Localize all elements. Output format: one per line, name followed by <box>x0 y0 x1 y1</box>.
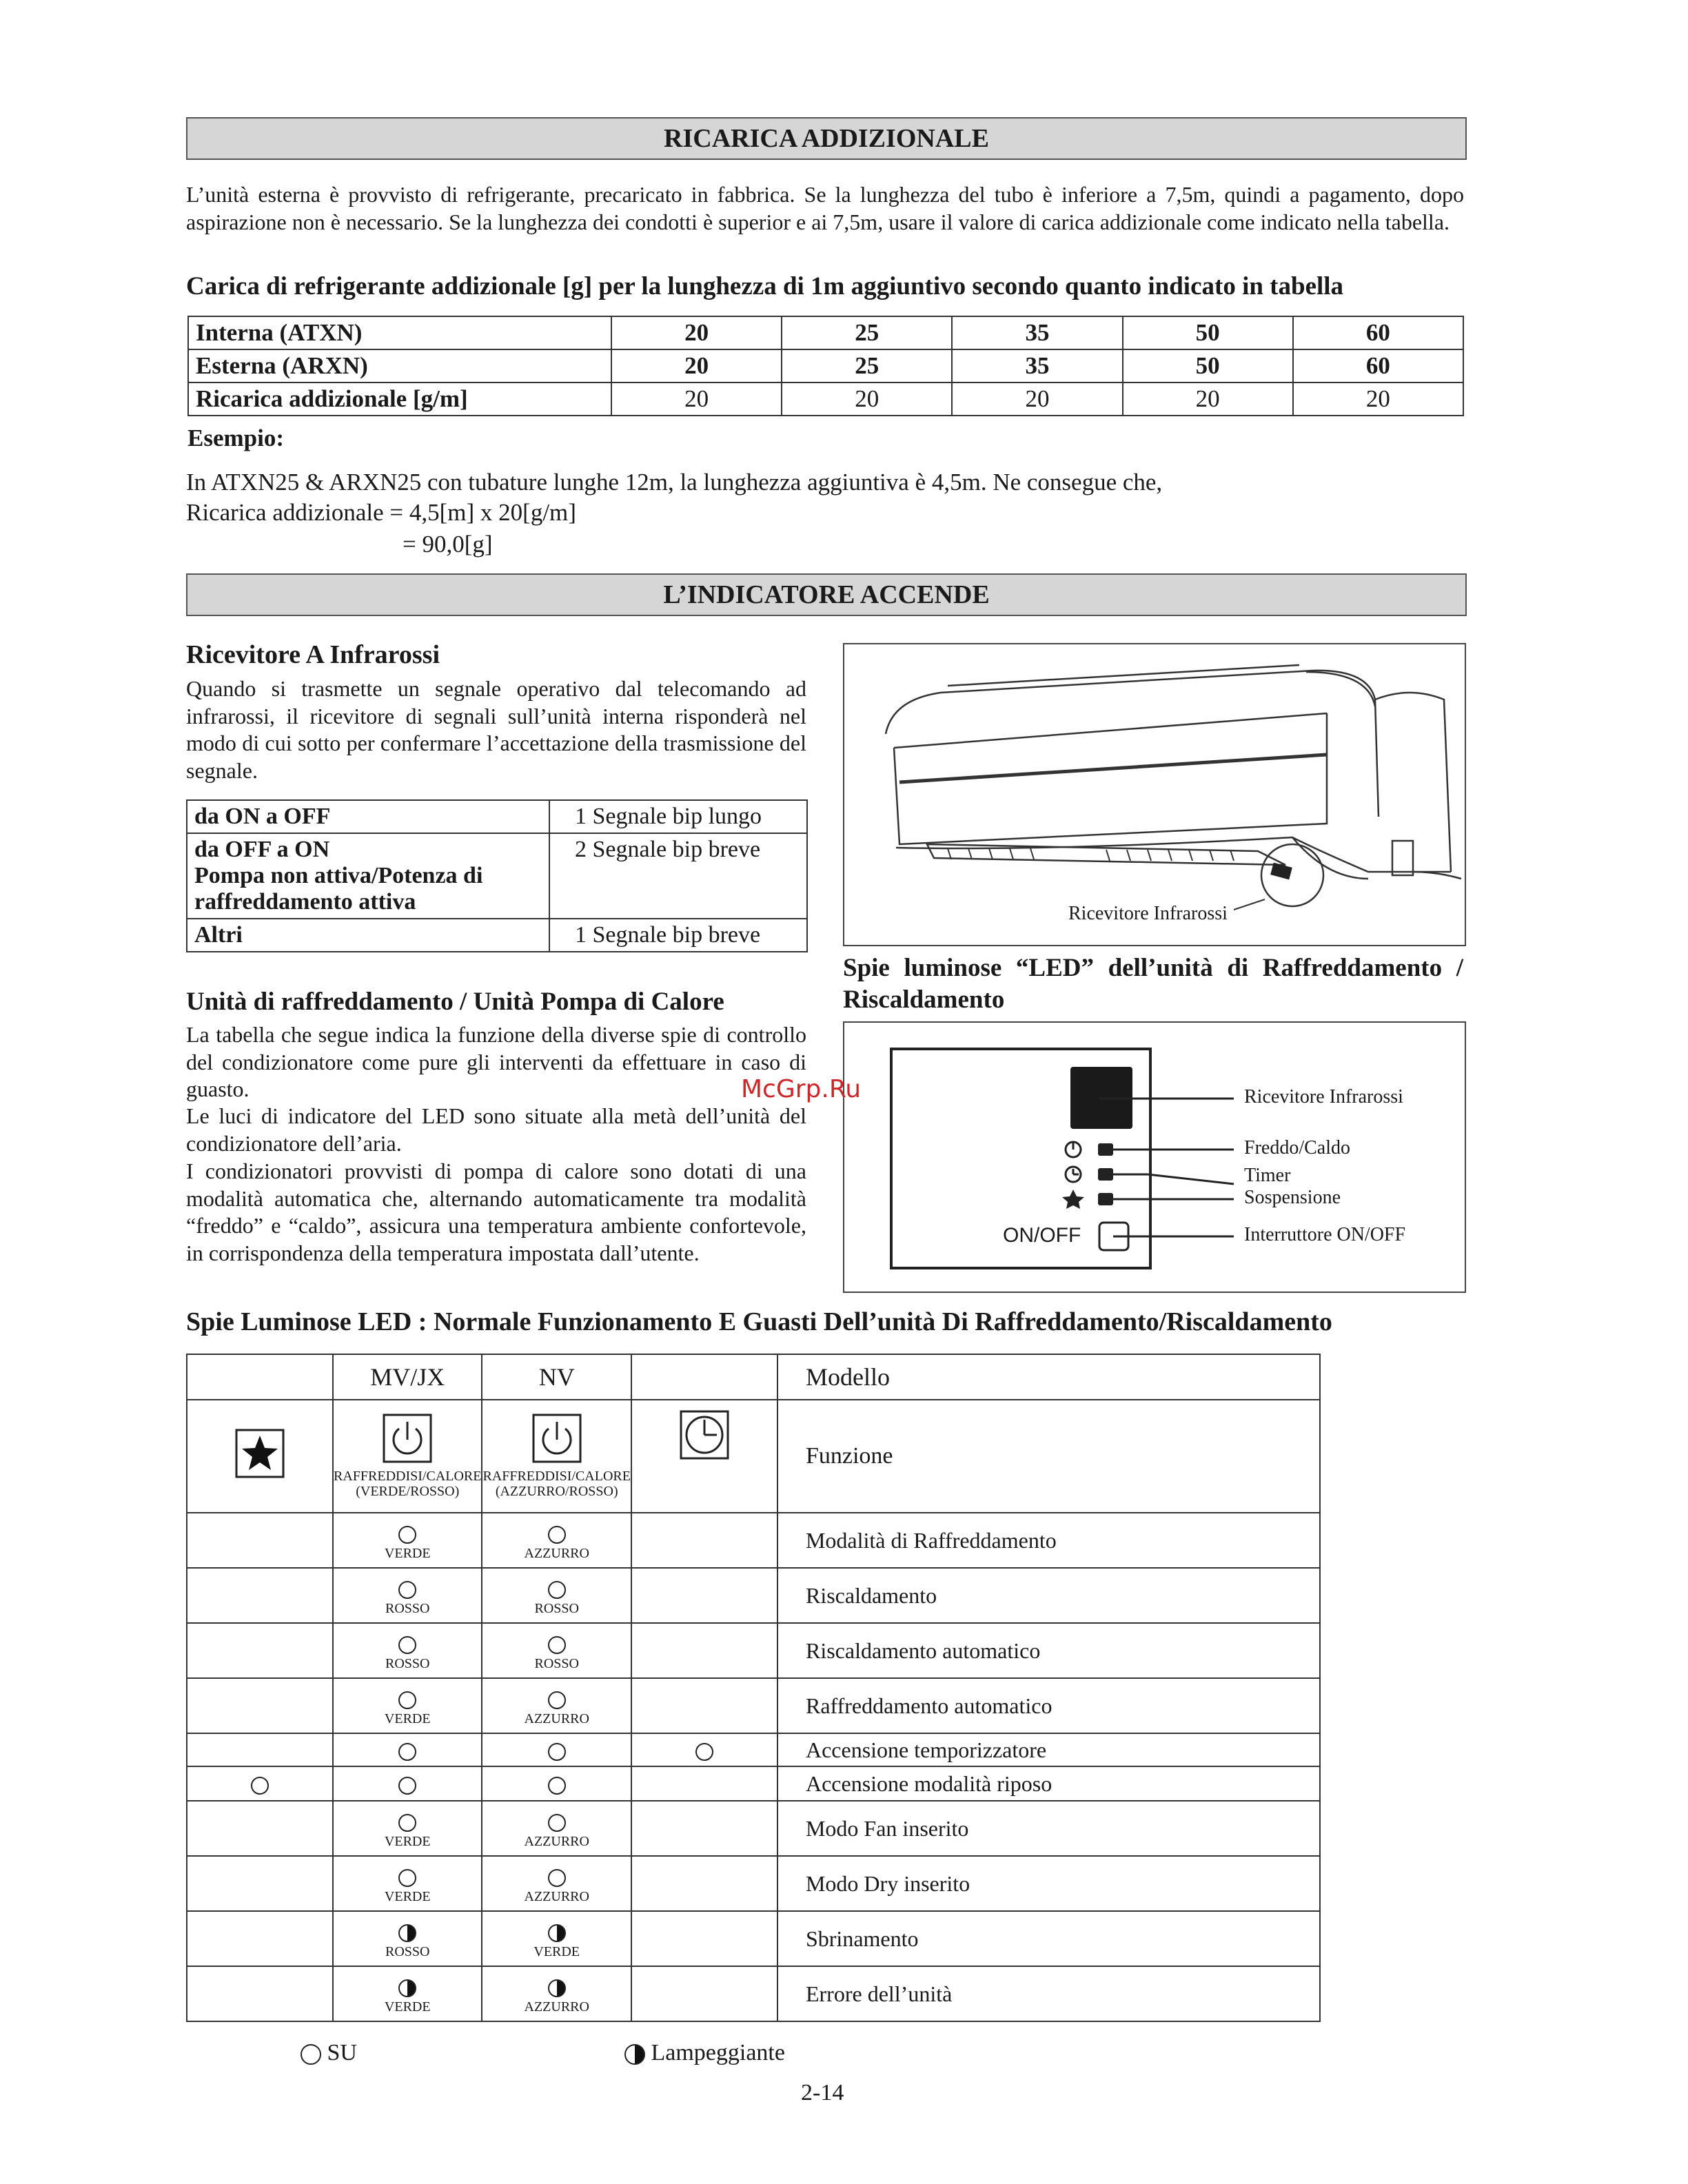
indoor-unit-figure <box>843 643 1466 946</box>
panel-label-freddo: Freddo/Caldo <box>1244 1137 1350 1159</box>
table-row: VERDE AZZURRO Modo Fan inserito <box>187 1801 1320 1856</box>
led-on-icon <box>398 1777 416 1795</box>
unit-paragraph-1: La tabella che segue indica la funzione della diverse spie di controllo del condizionatore come pure gli interventi da effettuare in caso di guasto. <box>186 1022 806 1101</box>
led-blinking-icon <box>398 1924 416 1942</box>
led-on-icon <box>548 1581 566 1599</box>
header-mv: MV/JX <box>333 1354 482 1400</box>
table-header-row <box>187 1354 1320 1400</box>
panel-label-receiver: Ricevitore Infrarossi <box>1244 1086 1403 1108</box>
table-row: ROSSO ROSSO Riscaldamento <box>187 1568 1320 1623</box>
led-panel-figure <box>843 1021 1466 1293</box>
table-row: da OFF a ON Pompa non attiva/Potenza di raffreddamento attiva 2 Segnale bip breve <box>187 833 807 919</box>
led-on-icon <box>251 1777 269 1795</box>
led-on-icon <box>548 1814 566 1832</box>
ir-title: Ricevitore A Infrarossi <box>186 640 440 669</box>
page-number: 2-14 <box>801 2080 844 2105</box>
table-row: VERDE AZZURRO Modalità di Raffreddamento <box>187 1513 1320 1568</box>
led-on-icon <box>398 1636 416 1654</box>
charge-table <box>187 316 1464 416</box>
table-row: VERDE AZZURRO Modo Dry inserito <box>187 1856 1320 1911</box>
header-nv: NV <box>482 1354 631 1400</box>
ir-paragraph: Quando si trasmette un segnale operativo dal telecomando ad infrarossi, il ricevitore di segnali sull’unità interna risponderà nel modo di cui sotto per confermare l’accettazione della trasmissione del segnale. <box>186 676 806 783</box>
led-on-icon <box>398 1526 416 1544</box>
led-on-icon <box>398 1581 416 1599</box>
legend-blinking: Lampeggiante <box>624 2040 785 2066</box>
legend-on: SU <box>301 2040 357 2066</box>
led-table-title: Spie Luminose LED : Normale Funzionamento E Guasti Dell’unità Di Raffreddamento/Riscaldamento <box>186 1307 1332 1336</box>
header-funzione: Funzione <box>777 1400 1320 1513</box>
watermark: McGrp.Ru <box>741 1075 862 1103</box>
led-on-icon <box>548 1869 566 1887</box>
led-blinking-icon <box>624 2044 645 2065</box>
example-line-1: In ATXN25 & ARXN25 con tubature lunghe 12m, la lunghezza aggiuntiva è 4,5m. Ne consegue che, <box>186 469 1163 496</box>
example-label: Esempio: <box>187 425 284 451</box>
charge-table-title: Carica di refrigerante addizionale [g] per la lunghezza di 1m aggiuntivo secondo quanto indicato in tabella <box>186 272 1344 300</box>
led-on-icon <box>548 1777 566 1795</box>
section-title-ricarica: RICARICA ADDIZIONALE <box>186 117 1467 160</box>
example-line-2: Ricarica addizionale = 4,5[m] x 20[g/m] <box>186 499 576 526</box>
led-on-icon <box>398 1691 416 1709</box>
table-row: ROSSO VERDE Sbrinamento <box>187 1911 1320 1966</box>
led-blinking-icon <box>548 1979 566 1997</box>
ir-receiver-label: Ricevitore Infrarossi <box>1068 903 1228 924</box>
table-icon-row: RAFFREDDISI/CALORE (VERDE/ROSSO) RAFFREDDISI/CALORE (AZZURRO/ROSSO) Funzione <box>187 1400 1320 1513</box>
header-modello: Modello <box>777 1354 1320 1400</box>
led-blinking-icon <box>548 1924 566 1942</box>
power-icon <box>532 1414 582 1463</box>
panel-label-onoff: Interruttore ON/OFF <box>1244 1224 1406 1245</box>
table-row: Ricarica addizionale [g/m] 20 20 20 20 20 <box>188 382 1463 416</box>
led-on-icon <box>301 2044 321 2065</box>
table-row: VERDE AZZURRO Raffreddamento automatico <box>187 1678 1320 1733</box>
led-panel-lines <box>844 1023 1465 1292</box>
panel-onoff-text: ON/OFF <box>1003 1224 1081 1247</box>
led-on-icon <box>548 1636 566 1654</box>
signal-table <box>186 799 808 952</box>
section-title-indicatore: L’INDICATORE ACCENDE <box>186 573 1467 616</box>
led-on-icon <box>548 1526 566 1544</box>
led-on-icon <box>695 1743 713 1761</box>
intro-paragraph: L’unità esterna è provvisto di refrigerante, precaricato in fabbrica. Se la lunghezza del tubo è inferiore a 7,5m, quindi a pagamento, dopo aspirazione non è necessario. Se la lunghezza dei condotti è superior e ai 7,5m, usare il valore di carica addizionale come indicato nella tabella. <box>186 182 1464 234</box>
led-on-icon <box>548 1691 566 1709</box>
table-row: VERDE AZZURRO Errore dell’unità <box>187 1966 1320 2021</box>
led-on-icon <box>398 1869 416 1887</box>
timer-icon <box>680 1410 729 1460</box>
unit-paragraph-2: Le luci di indicatore del LED sono situate alla metà dell’unità del condizionatore dell’aria. <box>186 1103 806 1156</box>
table-row: Esterna (ARXN) 20 25 35 50 60 <box>188 349 1463 382</box>
led-on-icon <box>548 1743 566 1761</box>
led-on-icon <box>398 1814 416 1832</box>
table-row: ROSSO ROSSO Riscaldamento automatico <box>187 1623 1320 1678</box>
panel-label-timer: Timer <box>1244 1165 1291 1186</box>
led-blinking-icon <box>398 1979 416 1997</box>
table-row: da ON a OFF 1 Segnale bip lungo <box>187 800 807 833</box>
example-line-3: = 90,0[g] <box>403 531 493 558</box>
led-on-icon <box>398 1743 416 1761</box>
led-title: Spie luminose “LED” dell’unità di Raffreddamento / Riscaldamento <box>843 954 1463 1014</box>
panel-label-sospensione: Sospensione <box>1244 1187 1341 1208</box>
star-icon <box>235 1429 285 1478</box>
table-row: Interna (ATXN) 20 25 35 50 60 <box>188 316 1463 349</box>
led-status-table <box>186 1354 1321 2022</box>
table-row: Accensione temporizzatore <box>187 1733 1320 1766</box>
unit-title: Unità di raffreddamento / Unità Pompa di Calore <box>186 988 724 1016</box>
unit-paragraph-3: I condizionatori provvisti di pompa di calore sono dotati di una modalità automatica che, alternando automaticamente tra modalità “freddo” e “caldo”, assicura una temperatura ambiente confortevole, in corrispondenza della temperatura impostata dall’utente. <box>186 1159 806 1265</box>
table-row: Accensione modalità riposo <box>187 1766 1320 1801</box>
air-conditioner-illustration <box>844 644 1465 945</box>
table-row: Altri 1 Segnale bip breve <box>187 919 807 952</box>
power-icon <box>383 1414 432 1463</box>
